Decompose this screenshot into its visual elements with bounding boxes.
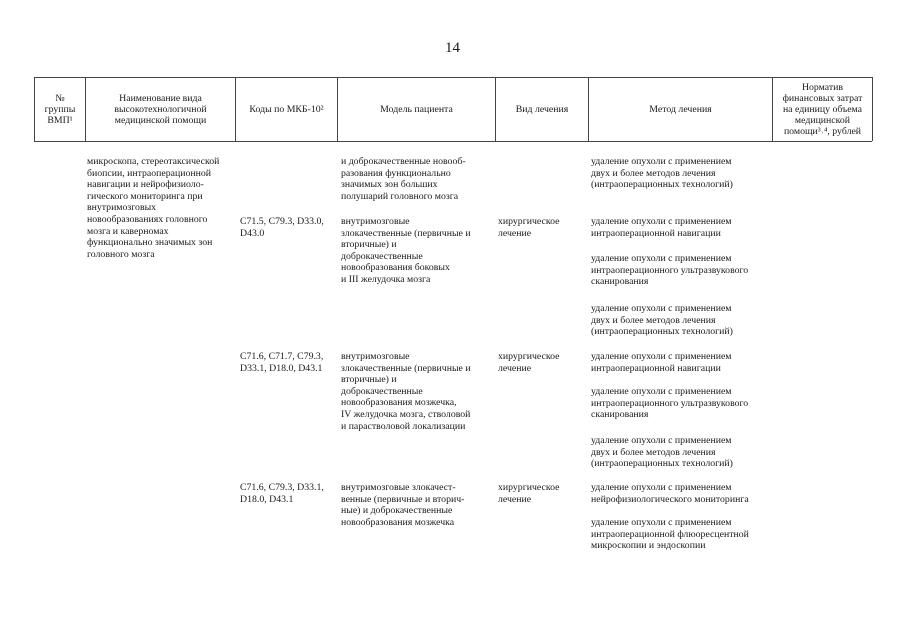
text-line: полушарий головного мозга [341, 190, 459, 202]
text-line: лечение [498, 493, 532, 505]
header-line: медицинской [794, 114, 851, 126]
text-line: удаление опухоли с применением [591, 386, 732, 397]
text-line: интраоперационной навигации [591, 227, 721, 239]
text-line: новообразования боковых [341, 262, 450, 274]
header-icd-codes [236, 78, 337, 140]
header-patient-model [338, 78, 495, 140]
text-line: интраоперационного ультразвукового [591, 397, 749, 409]
text-line: и доброкачественные новооб- [341, 156, 466, 167]
header-line: Норматив [801, 81, 844, 93]
text-line: новообразования мозжечка [341, 516, 455, 528]
patient-model-cell [341, 482, 464, 528]
text-line: внутримозговых [87, 202, 157, 214]
header-line: на единицу объема [782, 103, 863, 115]
header-line: Коды по МКБ-10² [249, 103, 324, 115]
treatment-method-cell [591, 482, 749, 505]
text-line: хирургическое [498, 216, 560, 227]
text-line: C71.6, C79.3, D33.1, [240, 482, 324, 493]
text-line: гического мониторинга при [87, 190, 203, 202]
text-line: доброкачественные [341, 250, 423, 262]
text-line: хирургическое [498, 351, 560, 362]
icd-codes-cell [240, 216, 324, 239]
text-line: микроскопии и эндоскопии [591, 540, 706, 552]
text-line: и парастволовой локализации [341, 420, 466, 432]
text-line: удаление опухоли с применением [591, 517, 732, 528]
text-line: двух и более методов лечения [591, 314, 716, 326]
header-care-type [86, 78, 235, 140]
header-line: ВМП¹ [47, 114, 73, 126]
text-line: D43.0 [240, 227, 265, 239]
text-line: сканирования [591, 276, 649, 288]
header-line: Метод лечения [649, 103, 712, 115]
icd-codes-cell [240, 351, 323, 374]
text-line: удаление опухоли с применением [591, 482, 732, 493]
text-line: лечение [498, 227, 532, 239]
treatment-method-cell [591, 253, 748, 288]
header-line: Модель пациента [380, 103, 453, 115]
text-line: хирургическое [498, 482, 560, 493]
text-line: лечение [498, 362, 532, 374]
header-line: Наименование вида [119, 92, 202, 104]
treatment-method-cell [591, 435, 733, 470]
text-line: удаление опухоли с применением [591, 435, 732, 446]
text-line: (интраоперационных технологий) [591, 179, 733, 191]
text-line: нейрофизиологического мониторинга [591, 493, 749, 505]
text-line: внутримозговые [341, 351, 410, 362]
text-line: интраоперационной флюоресцентной [591, 528, 749, 540]
care-type-name-cell [87, 156, 219, 260]
header-group-number [35, 78, 85, 140]
header-line: группы [44, 103, 76, 115]
header-line: Вид лечения [515, 103, 569, 115]
patient-model-cell [341, 216, 471, 286]
header-line: № [55, 92, 65, 104]
text-line: IV желудочка мозга, стволовой [341, 408, 471, 420]
text-line: биопсии, интраоперационной [87, 167, 211, 179]
text-line: интраоперационной навигации [591, 362, 721, 374]
patient-model-cell [341, 351, 471, 432]
text-line: сканирования [591, 409, 649, 421]
header-line: медицинской помощи [114, 114, 207, 126]
text-line: доброкачественные [341, 385, 423, 397]
text-line: (интраоперационных технологий) [591, 458, 733, 470]
treatment-method-cell [591, 303, 733, 338]
text-line: C71.5, C79.3, D33.0, [240, 216, 324, 227]
text-line: функционально значимых зон [87, 237, 213, 249]
treatment-method-cell [591, 386, 748, 421]
treatment-method-cell [591, 351, 732, 374]
text-line: и III желудочка мозга [341, 273, 431, 285]
text-line: вторичные) и [341, 374, 397, 386]
patient-model-cell [341, 156, 466, 202]
treatment-method-cell [591, 216, 732, 239]
text-line: мозга и каверномах [87, 225, 169, 237]
text-line: внутримозговые злокачест- [341, 482, 456, 493]
text-line: D18.0, D43.1 [240, 493, 294, 505]
text-line: микроскопа, стереотаксической [87, 156, 220, 167]
text-line: новообразования мозжечка, [341, 397, 457, 409]
treatment-type-cell [498, 351, 559, 374]
header-divider [872, 77, 873, 141]
treatment-type-cell [498, 216, 559, 239]
header-line: высокотехнологичной [114, 103, 207, 115]
text-line: ные) и доброкачественные [341, 505, 453, 517]
text-line: удаление опухоли с применением [591, 351, 732, 362]
text-line: венные (первичные и вторич- [341, 493, 465, 505]
treatment-type-cell [498, 482, 559, 505]
text-line: навигации и нейрофизиоло- [87, 179, 204, 191]
text-line: удаление опухоли с применением [591, 253, 732, 264]
text-line: двух и более методов лечения [591, 446, 716, 458]
text-line: C71.6, C71.7, C79.3, [240, 351, 324, 362]
header-treatment-method [589, 78, 772, 140]
text-line: удаление опухоли с применением [591, 216, 732, 227]
text-line: вторичные) и [341, 239, 397, 251]
header-bottom-border [34, 141, 872, 142]
text-line: удаление опухоли с применением [591, 156, 732, 167]
text-line: интраоперационного ультразвукового [591, 264, 749, 276]
treatment-method-cell [591, 517, 749, 552]
header-line: финансовых затрат [782, 92, 863, 104]
text-line: злокачественные (первичные и [341, 362, 471, 374]
icd-codes-cell [240, 482, 324, 505]
page-number: 14 [445, 40, 460, 56]
text-line: внутримозговые [341, 216, 410, 227]
header-treatment-type [496, 78, 588, 140]
text-line: головного мозга [87, 248, 155, 260]
text-line: (интраоперационных технологий) [591, 326, 733, 338]
text-line: двух и более методов лечения [591, 167, 716, 179]
header-cost-standard [773, 78, 872, 140]
treatment-method-cell [591, 156, 733, 191]
header-line: помощи³˒⁴, рублей [783, 125, 862, 137]
text-line: удаление опухоли с применением [591, 303, 732, 314]
text-line: значимых зон больших [341, 179, 438, 191]
text-line: новообразованиях головного [87, 213, 208, 225]
text-line: разования функционально [341, 167, 451, 179]
text-line: злокачественные (первичные и [341, 227, 471, 239]
text-line: D33.1, D18.0, D43.1 [240, 362, 323, 374]
